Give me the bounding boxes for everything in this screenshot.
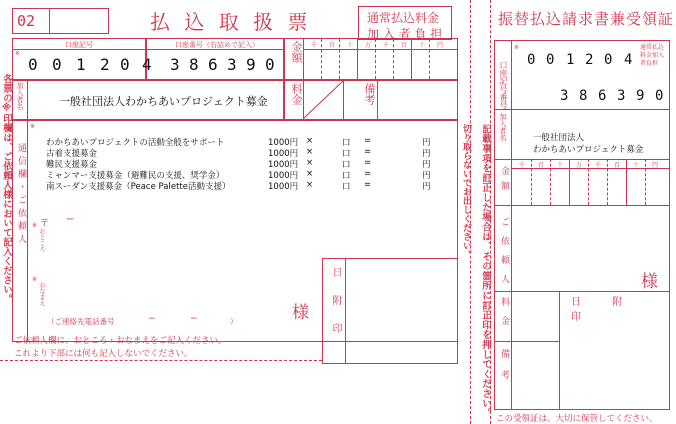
receipt-payee-label: 加入者名 [499, 113, 507, 141]
cut-note: 切り取らないでお出しください。 [461, 124, 471, 259]
number-digit: 3 [170, 55, 180, 74]
name-label: おなまえ [38, 282, 45, 306]
account-digit: 2 [100, 55, 110, 74]
list-item [46, 180, 431, 192]
receipt-amount-unit: 百 [614, 162, 621, 169]
bottom-note-2: これより下部には何も記入しないでください。 [14, 349, 193, 359]
item-yen: 円 [422, 171, 431, 181]
item-text: わかちあいプロジェクトの活動全般をサポート [46, 138, 225, 148]
item-unit: 口 [342, 182, 351, 192]
item-yen: 円 [422, 138, 431, 148]
item-price: 1000円 [268, 160, 299, 170]
form-code-box [12, 8, 109, 34]
receipt-amount-unit: 千 [519, 162, 526, 169]
form-code: 02 [17, 12, 36, 30]
amount-unit: 万 [365, 42, 372, 49]
receipt-number-digit: 6 [598, 88, 607, 104]
fee-label: 料金 [290, 83, 303, 105]
item-price: 1000円 [268, 138, 299, 148]
item-price: 1000円 [268, 149, 299, 159]
correction-note: 記載事項を訂正した場合は、その箇所に訂正印を押してください。 [480, 124, 491, 418]
receipt-payee-line2: わかちあいプロジェクト募金 [533, 145, 644, 155]
number-digit: 0 [265, 55, 275, 74]
receipt-fee-note: 通常払込料金加入者負担 [640, 44, 665, 67]
item-times: × [306, 136, 314, 146]
item-times: × [306, 147, 314, 157]
receipt-keep-note: この受領証は、大切に保管してください。 [496, 414, 658, 424]
account-digit: 0 [28, 55, 38, 74]
amount-unit: 円 [437, 42, 444, 49]
item-times: × [306, 158, 314, 168]
item-text: 古着支援募金 [46, 149, 98, 159]
note-label: 備考 [363, 83, 376, 105]
item-yen: 円 [422, 160, 431, 170]
amount-unit: 百 [401, 42, 408, 49]
receipt-account-check: 4 [624, 52, 633, 68]
form-title: 払 込 取 扱 票 [150, 10, 312, 34]
receipt-number-digit: 8 [579, 88, 588, 104]
receipt-payee-line1: 一般社団法人 [533, 133, 585, 143]
asterisk-mark: ※ [32, 222, 38, 229]
payee-label: 加入者名 [16, 82, 24, 110]
amount-unit: 千 [383, 42, 390, 49]
receipt-sama: 様 [641, 272, 658, 292]
postal-dash: − [66, 214, 75, 225]
receipt-amount-unit: 十 [633, 162, 640, 169]
item-yen: 円 [422, 182, 431, 192]
receipt-account-digit: 0 [546, 52, 555, 68]
asterisk-mark: ※ [15, 50, 21, 57]
amount-unit: 百 [329, 42, 336, 49]
receipt-account-digit: 0 [527, 52, 536, 68]
account-check-digit: 4 [142, 55, 152, 74]
receipt-amount-label: 金額 [499, 166, 509, 196]
number-digit: 8 [189, 55, 199, 74]
account-digit: 1 [76, 55, 86, 74]
account-digit: 0 [120, 55, 130, 74]
number-digit: 3 [227, 55, 237, 74]
item-price: 1000円 [268, 171, 299, 181]
sama-label: 様 [292, 303, 309, 323]
item-text: 難民支援募金 [46, 160, 98, 170]
receipt-note-label: 備考 [499, 349, 509, 391]
number-digit: 6 [208, 55, 218, 74]
receipt-amount-unit: 万 [576, 162, 583, 169]
stamp-box [322, 258, 458, 364]
fee-box [284, 80, 458, 120]
account-number-label: 口座番号（右詰めで記入） [175, 41, 259, 49]
item-unit: 口 [342, 160, 351, 170]
receipt-number-digit: 0 [655, 88, 664, 104]
receipt-number-digit: 9 [636, 88, 645, 104]
receipt-number-digit: 3 [617, 88, 626, 104]
asterisk-mark: ※ [514, 44, 520, 51]
amount-label: 金額 [290, 41, 303, 63]
receipt-requester-label: ご依頼人 [499, 217, 509, 293]
item-unit: 口 [342, 138, 351, 148]
amount-unit: 十 [419, 42, 426, 49]
receipt-stamp-label: 日 附 印 [571, 297, 637, 323]
item-eq: = [364, 169, 372, 179]
phone-dash: − [148, 314, 156, 324]
asterisk-mark: ※ [30, 123, 36, 130]
item-eq: = [364, 158, 372, 168]
phone-close: ） [230, 317, 238, 326]
item-eq: = [364, 136, 372, 146]
item-times: × [306, 169, 314, 179]
item-eq: = [364, 147, 372, 157]
item-yen: 円 [422, 149, 431, 159]
phone-dash: − [190, 314, 198, 324]
stamp-label: 日附印 [330, 267, 341, 351]
bottom-note-1: ご依頼人欄に、おところ・おなまえをご記入ください。 [14, 336, 227, 346]
account-digit: 0 [52, 55, 62, 74]
asterisk-mark: ※ [32, 276, 38, 283]
amount-box [284, 38, 458, 80]
item-times: × [306, 180, 314, 190]
receipt-fee-label: 料金 [499, 297, 509, 335]
receipt-number-digit: 3 [560, 88, 569, 104]
amount-unit: 十 [347, 42, 354, 49]
side-note: 各票の※印欄は、ご依頼人様において記入ください。 [1, 74, 12, 304]
item-unit: 口 [342, 171, 351, 181]
receipt-account-digit: 2 [585, 52, 594, 68]
receipt-amount-unit: 円 [652, 162, 659, 169]
comm-label: 通信欄・ご依頼人 [16, 143, 26, 247]
receipt-title: 振替払込請求書兼受領証 [498, 10, 675, 28]
item-unit: 口 [342, 149, 351, 159]
phone-label: （ご連絡先電話番号 [47, 317, 115, 326]
receipt-account-digit: 1 [566, 52, 575, 68]
item-eq: = [364, 180, 372, 190]
payee-box [12, 80, 284, 120]
item-text: 南スーダン支援募金（Peace Palette活動支援） [46, 182, 231, 192]
address-label: おところ [38, 228, 45, 252]
amount-unit: 千 [311, 42, 318, 49]
payee-name: 一般社団法人わかちあいプロジェクト募金 [59, 95, 268, 108]
receipt-amount-unit: 百 [538, 162, 545, 169]
receipt-account-label: 口座記号番号 [499, 61, 508, 109]
fee-note-line1: 通常払込料金 [367, 11, 440, 25]
receipt-account-digit: 0 [604, 52, 613, 68]
postal-mark: 〒 [40, 219, 50, 229]
number-digit: 9 [246, 55, 256, 74]
item-price: 1000円 [268, 182, 299, 192]
receipt-amount-unit: 十 [557, 162, 564, 169]
receipt-amount-unit: 千 [595, 162, 602, 169]
fee-note-box [358, 6, 452, 40]
account-symbol-label: 口座記号 [65, 41, 93, 49]
fee-note-line2: 加 入 者 負 担 [367, 27, 443, 41]
item-text: ミャンマー支援募金（避難民の支援、奨学金） [46, 171, 225, 181]
